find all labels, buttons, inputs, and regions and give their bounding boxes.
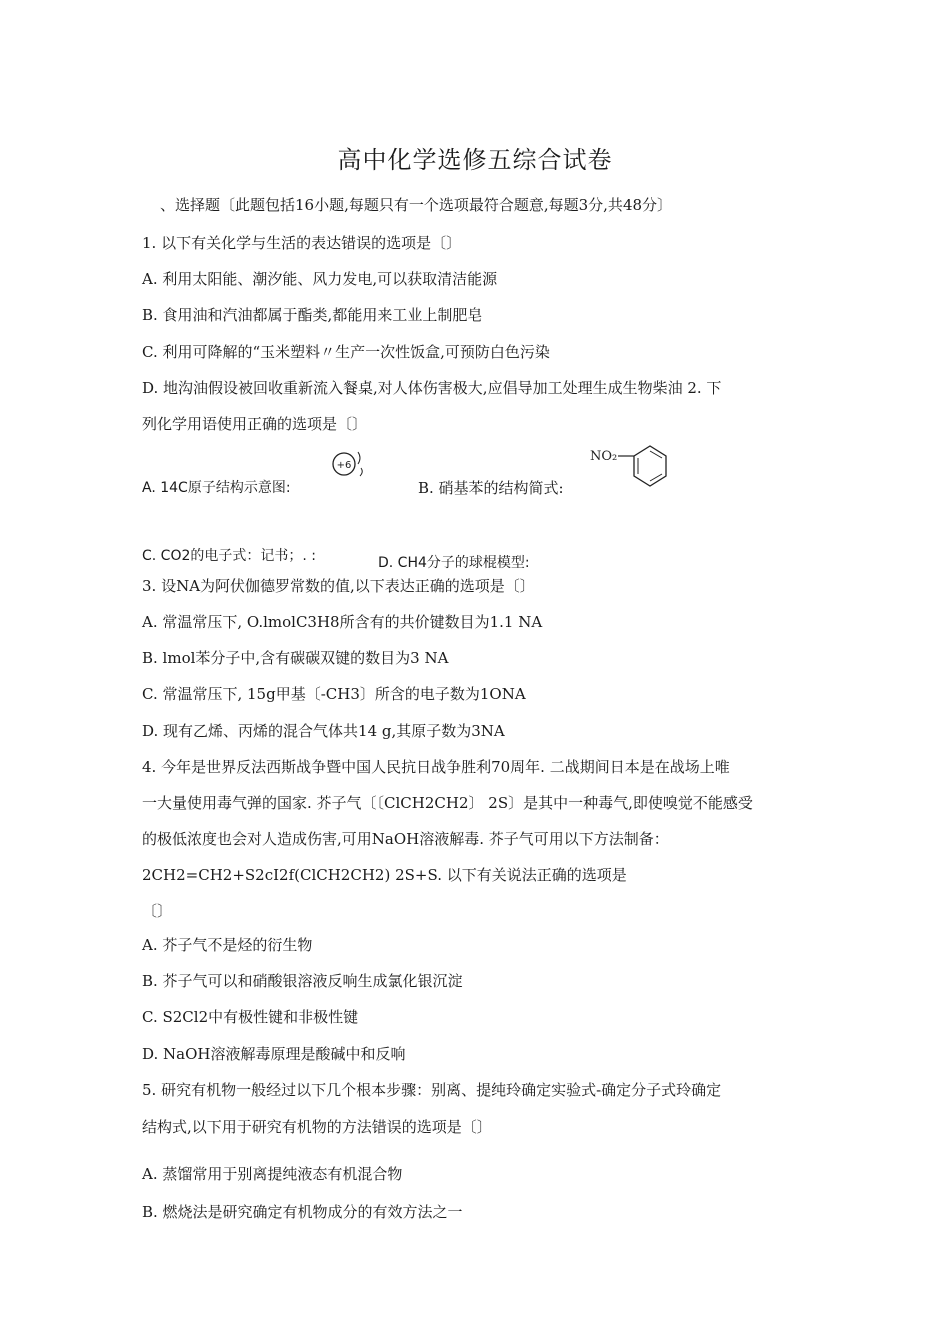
q4-option-c: C. S2Cl2中有极性键和非极性键 — [142, 1008, 359, 1026]
section-heading: 、选择题〔此题包括16小题,每题只有一个选项最符合题意,每题3分,共48分〕 — [160, 196, 673, 214]
atom-nucleus-label: +6 — [336, 460, 352, 471]
q4-line-5: 〔〕 — [142, 902, 173, 920]
q1-option-b: B. 食用油和汽油都属于酯类,都能用来工业上制肥皂 — [142, 306, 483, 324]
q3-option-d: D. 现有乙烯、丙烯的混合气体共14 g,其原子数为3NA — [142, 722, 505, 740]
q5-option-a: A. 蒸馏常用于别离提纯液态有机混合物 — [142, 1165, 403, 1183]
q1-option-a: A. 利用太阳能、潮汐能、风力发电,可以获取清洁能源 — [142, 270, 498, 288]
q3-option-a: A. 常温常压下, O.lmolC3H8所含有的共价键数目为1.1 NA — [142, 613, 543, 631]
q5-option-b: B. 燃烧法是研究确定有机物成分的有效方法之一 — [142, 1203, 463, 1221]
q4-line-1: 4. 今年是世界反法西斯战争暨中国人民抗日战争胜利70周年. 二战期间日本是在战场上唯 — [142, 758, 730, 776]
q4-line-2: 一大量使用毒气弹的国家. 芥子气〔〔ClCH2CH2〕 2S〕是其中一种毒气,即使嗅觉不能感受 — [142, 794, 753, 812]
q1-stem: 1. 以下有关化学与生活的表达错误的选项是〔〕 — [142, 234, 462, 252]
q3-option-c: C. 常温常压下, 15g甲基〔-CH3〕所含的电子数为1ONA — [142, 685, 526, 703]
nitro-group-label: NO₂ — [590, 449, 618, 464]
q2-option-c: C. CO2的电子式：记书；. : — [142, 548, 316, 564]
q4-line-3: 的极低浓度也会对人造成伤害,可用NaOH溶液解毒. 芥子气可用以下方法制备： — [142, 830, 669, 848]
q2-stem: 列化学用语使用正确的选项是〔〕 — [142, 415, 368, 433]
q4-line-4: 2CH2=CH2+S2cI2f(ClCH2CH2) 2S+S. 以下有关说法正确的选项是 — [142, 866, 627, 884]
q2-option-a: A. 14C原子结构示意图: — [142, 480, 291, 496]
q1-option-c: C. 利用可降解的“玉米塑料〃生产一次性饭盒,可预防白色污染 — [142, 343, 550, 361]
q2-option-b: B. 硝基苯的结构简式: — [418, 479, 564, 497]
q3-option-b: B. lmol苯分子中,含有碳碳双键的数目为3 NA — [142, 649, 449, 667]
q5-line-1: 5. 研究有机物一般经过以下几个根本步骤：别离、提纯玲确定实验式-确定分子式玲确定 — [142, 1081, 722, 1099]
q5-line-2: 结构式,以下用于研究有机物的方法错误的选项是〔〕 — [142, 1118, 492, 1136]
q3-stem: 3. 设NA为阿伏伽德罗常数的值,以下表达正确的选项是〔〕 — [142, 577, 535, 595]
q2-option-d: D. CH4分子的球棍模型: — [378, 555, 530, 571]
atom-structure-figure — [330, 446, 366, 482]
q4-option-a: A. 芥子气不是烃的衍生物 — [142, 936, 313, 954]
q4-option-b: B. 芥子气可以和硝酸银溶液反响生成氯化银沉淀 — [142, 972, 463, 990]
page-title: 高中化学选修五综合试卷 — [337, 146, 613, 174]
q4-option-d: D. NaOH溶液解毒原理是酸碱中和反响 — [142, 1045, 406, 1063]
q1-option-d: D. 地沟油假设被回收重新流入餐桌,对人体伤害极大,应倡导加工处理生成生物柴油 2. 下 — [142, 379, 722, 397]
nitrobenzene-structure-figure — [588, 440, 684, 496]
